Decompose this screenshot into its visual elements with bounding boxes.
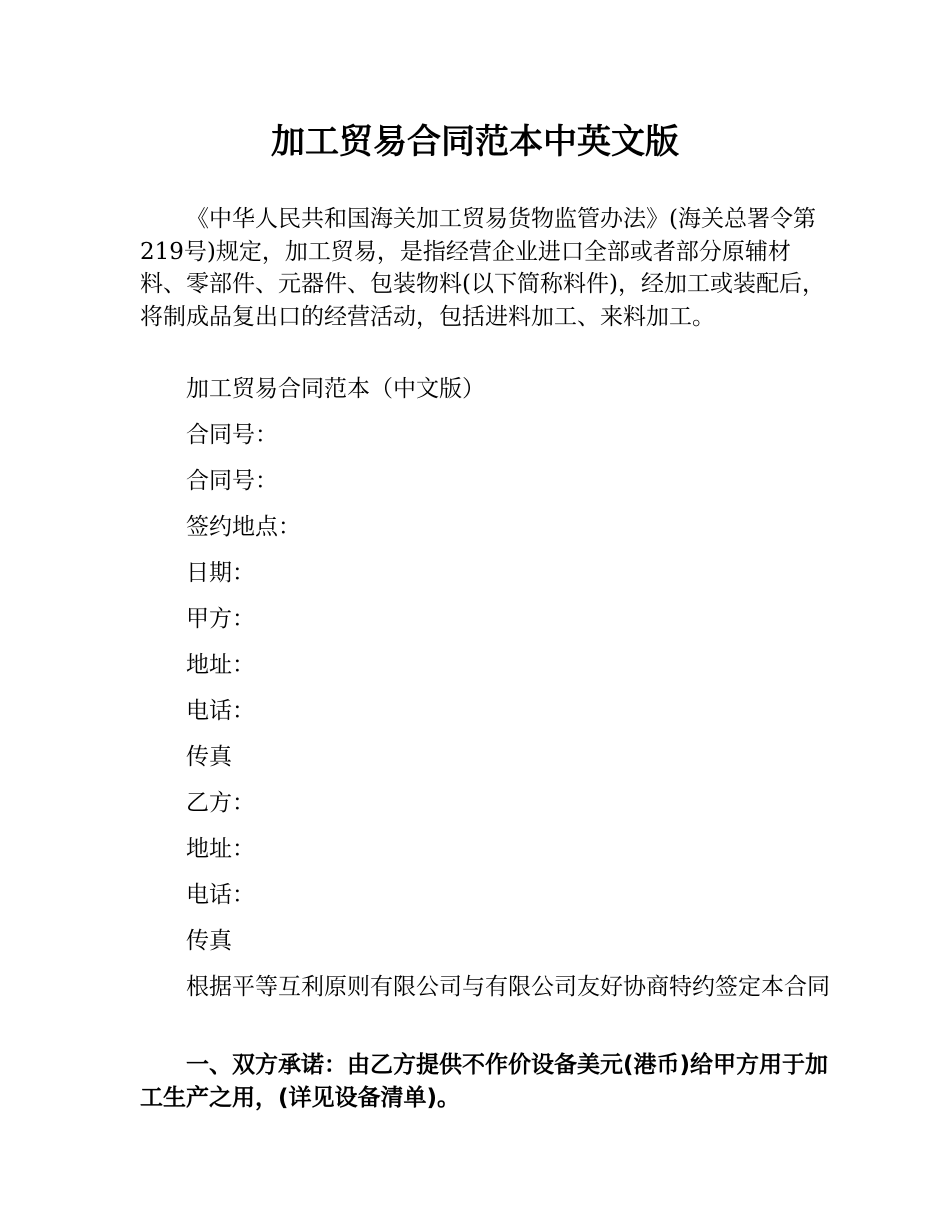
field-party-b: 乙方： [186, 790, 255, 816]
subtitle-line: 加工贸易合同范本（中文版） [186, 376, 485, 402]
field-contract-no-2: 合同号： [186, 468, 278, 494]
field-party-a-address: 地址： [186, 652, 255, 678]
field-party-a-phone: 电话： [186, 698, 255, 724]
agreement-paragraph: 根据平等互利原则有限公司与有限公司友好协商特约签定本合同 [186, 974, 830, 1000]
document-title: 加工贸易合同范本中英文版 [271, 122, 679, 162]
clause-1-paragraph: 一、双方承诺：由乙方提供不作价设备美元(港币)给甲方用于加工生产之用，(详见设备清单)。 [140, 1052, 829, 1111]
field-signing-place: 签约地点： [186, 514, 301, 540]
intro-paragraph: 《中华人民共和国海关加工贸易货物监管办法》(海关总署令第219号)规定，加工贸易，是指经营企业进口全部或者部分原辅材料、零部件、元器件、包装物料(以下简称料件)，经加工或装配后，将制成品复出口的经营活动，包括进料加工、来料加工。 [140, 206, 825, 330]
field-party-b-address: 地址： [186, 836, 255, 862]
field-date: 日期： [186, 560, 255, 586]
field-contract-no-1: 合同号： [186, 422, 278, 448]
field-party-b-phone: 电话： [186, 882, 255, 908]
field-party-a-fax: 传真 [186, 744, 232, 770]
field-party-a: 甲方： [186, 606, 255, 632]
field-party-b-fax: 传真 [186, 928, 232, 954]
